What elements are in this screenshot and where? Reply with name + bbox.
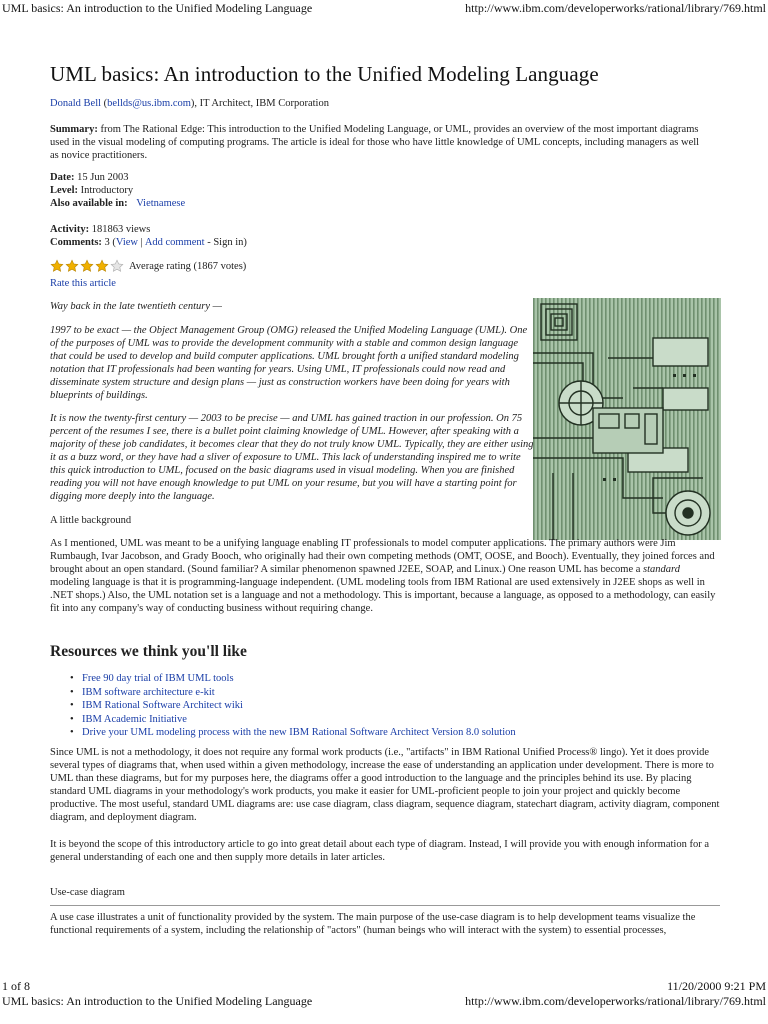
meta-comments: Comments: 3 (View | Add comment - Sign in) <box>50 237 247 248</box>
use-case-paragraph: A use case illustrates a unit of functionality provided by the system. The main purpose of the use-case diagram is to help development teams visualize the functional requirements of a system, including the relationship of "actors" (human beings who will interact with the system) to essential processes, <box>50 912 696 936</box>
background-text-a: As I mentioned, UML was meant to be a unifying language enabling IT professionals to model computer applications. The primary authors were Jim Rumbaugh, Ivar Jacobson, and Grady Booch, who originally had their own competing methods (OMT, OOSE, and Booch). Eventually, they joined forces and brought about an open standard. (Sound familiar? A similar phenomenon spawned J2EE, SOAP, and Linux.) One reason UML has become a <box>50 538 715 575</box>
section-heading-use-case: Use-case diagram <box>50 887 125 898</box>
resource-link-rsa[interactable]: Drive your UML modeling process with the new IBM Rational Software Architect Version 8.0 solution <box>82 727 516 738</box>
date-value: 15 Jun 2003 <box>77 172 129 183</box>
resource-link-wiki[interactable]: IBM Rational Software Architect wiki <box>82 700 243 711</box>
resource-item <box>82 713 722 727</box>
print-footer-datetime: 11/20/2000 9:21 PM <box>667 979 766 993</box>
circuit-blueprint-illustration <box>533 298 721 540</box>
activity-value: 181863 views <box>91 224 151 235</box>
rate-row <box>50 277 116 290</box>
resource-item <box>82 672 722 686</box>
meta-date <box>50 171 128 184</box>
scope-paragraph: It is beyond the scope of this introductory article to go into great detail about each type of diagram. Instead, I will provide you with enough information for a general understanding of each one and then supply more details in later articles. <box>50 839 709 863</box>
author-line <box>50 97 329 110</box>
print-header-title: UML basics: An introduction to the Unified Modeling Language <box>2 1 313 15</box>
resource-item <box>82 726 722 740</box>
resource-link-academic[interactable]: IBM Academic Initiative <box>82 713 187 725</box>
background-text-b: modeling language is that it is programming-language independent. (UML modeling tools from IBM Rational are used extensively in J2EE shops as well in .NET shops.) Also, the UML notation set is a language and not a methodology. This is important, because a language, as opposed to a methodology, can easily fit into any company's way of conducting business without requiring change. <box>50 577 716 614</box>
print-footer-title: UML basics: An introduction to the Unified Modeling Language <box>2 994 313 1008</box>
print-header-url: http://www.ibm.com/developerworks/rational/library/769.html <box>465 1 766 15</box>
comments-label: Comments: <box>50 237 102 248</box>
intro-paragraph-2: It is now the twenty-first century — 2003 to be precise — and UML has gained traction in our profession. On 75 percent of the resumes I see, there is a bullet point claiming knowledge of UML. However, after speaking with a majority of these job candidates, it becomes clear that they do not truly know UML. Typically, they are either using it as a buzz word, or they have had a sliver of exposure to UML. This lack of understanding inspired me to write this quick introduction to UML, focused on the basic diagrams used in visual modeling. When you are finished reading you will not have enough knowledge to put UML on your resume, but you will have a starting point for digging more deeply into the language. <box>50 413 534 502</box>
summary-label: Summary: <box>50 124 98 135</box>
summary-text: from The Rational Edge: This introduction to the Unified Modeling Language, or UML, provides an overview of the most important diagrams used in the visual modeling of computing programs. The article is ideal for those who have little knowledge of UML concepts, including managers as well as novice practitioners. <box>50 124 700 161</box>
page-title: UML basics: An introduction to the Unified Modeling Language <box>50 62 599 86</box>
level-value: Introductory <box>80 185 134 196</box>
view-comments-link[interactable]: View <box>115 237 139 248</box>
background-paragraph <box>50 537 718 615</box>
background-emphasis: standard <box>643 564 680 575</box>
star-filled-icon[interactable] <box>65 259 79 273</box>
section-divider <box>50 905 720 906</box>
diagrams-paragraph: Since UML is not a methodology, it does not require any formal work products (i.e., "artifacts" in IBM Rational Unified Process® lingo). Yet it does provide several types of diagrams that, when used within a given methodology, increase the ease of understanding an application under development. There is more to UML than these diagrams, but for my purposes here, the diagrams offer a good introduction to the language and the principles behind its use. By placing standard UML diagrams in your methodology's work products, you make it easier for UML-proficient people to join your project and quickly become productive. The most useful, standard UML diagrams are: use case diagram, class diagram, sequence diagram, statechart diagram, activity diagram, component diagram, and deployment diagram. <box>50 747 720 823</box>
author-role: ), IT Architect, IBM Corporation <box>190 98 329 109</box>
intro-lead: Way back in the late twentieth century — <box>50 301 222 312</box>
resource-item <box>82 699 722 713</box>
resources-list <box>66 672 722 740</box>
intro-paragraph-1: 1997 to be exact — the Object Management Group (OMG) released the Unified Modeling Language (UML). One of the purposes of UML was to provide the development community with a stable and common design language that could be used to develop and build computer applications. UML brought forth a unified standard modeling notation that IT professionals had been wanting for years. Using UML, IT professionals could now read and disseminate system structure and design plans — just as construction workers have been doing for years with blueprints of buildings. <box>50 325 528 401</box>
date-label: Date: <box>50 172 75 183</box>
language-link[interactable]: Vietnamese <box>136 198 186 209</box>
comments-count: 3 <box>104 237 110 248</box>
print-footer-url: http://www.ibm.com/developerworks/rational/library/769.html <box>465 994 766 1008</box>
summary <box>50 123 705 162</box>
resources-heading: Resources we think you'll like <box>50 643 247 660</box>
star-filled-icon[interactable] <box>80 259 94 273</box>
rating-row <box>50 259 246 273</box>
resource-item <box>82 686 722 700</box>
star-filled-icon[interactable] <box>95 259 109 273</box>
sign-in-text: - Sign in) <box>207 237 247 248</box>
print-footer-page: 1 of 8 <box>2 979 30 993</box>
activity-label: Activity: <box>50 224 90 235</box>
resource-link-ekit[interactable]: IBM software architecture e-kit <box>82 686 215 698</box>
available-label: Also available in: <box>50 198 128 209</box>
rating-stars[interactable] <box>50 259 125 273</box>
meta-activity <box>50 223 150 236</box>
add-comment-link[interactable]: Add comment <box>144 237 205 248</box>
star-filled-icon[interactable] <box>50 259 64 273</box>
author-link[interactable]: Donald Bell <box>50 98 102 109</box>
meta-level <box>50 184 133 197</box>
author-email-link[interactable]: bellds@us.ibm.com <box>107 98 191 109</box>
section-heading-background: A little background <box>50 515 132 526</box>
resource-link-trial[interactable]: Free 90 day trial of IBM UML tools <box>82 673 234 684</box>
meta-available <box>50 197 185 210</box>
star-empty-icon[interactable] <box>110 259 124 273</box>
level-label: Level: <box>50 185 78 196</box>
author-email-open: ( <box>103 98 108 109</box>
rating-text: Average rating (1867 votes) <box>129 260 247 272</box>
rate-article-link[interactable]: Rate this article <box>50 278 116 289</box>
circuit-blueprint-icon <box>533 298 721 540</box>
